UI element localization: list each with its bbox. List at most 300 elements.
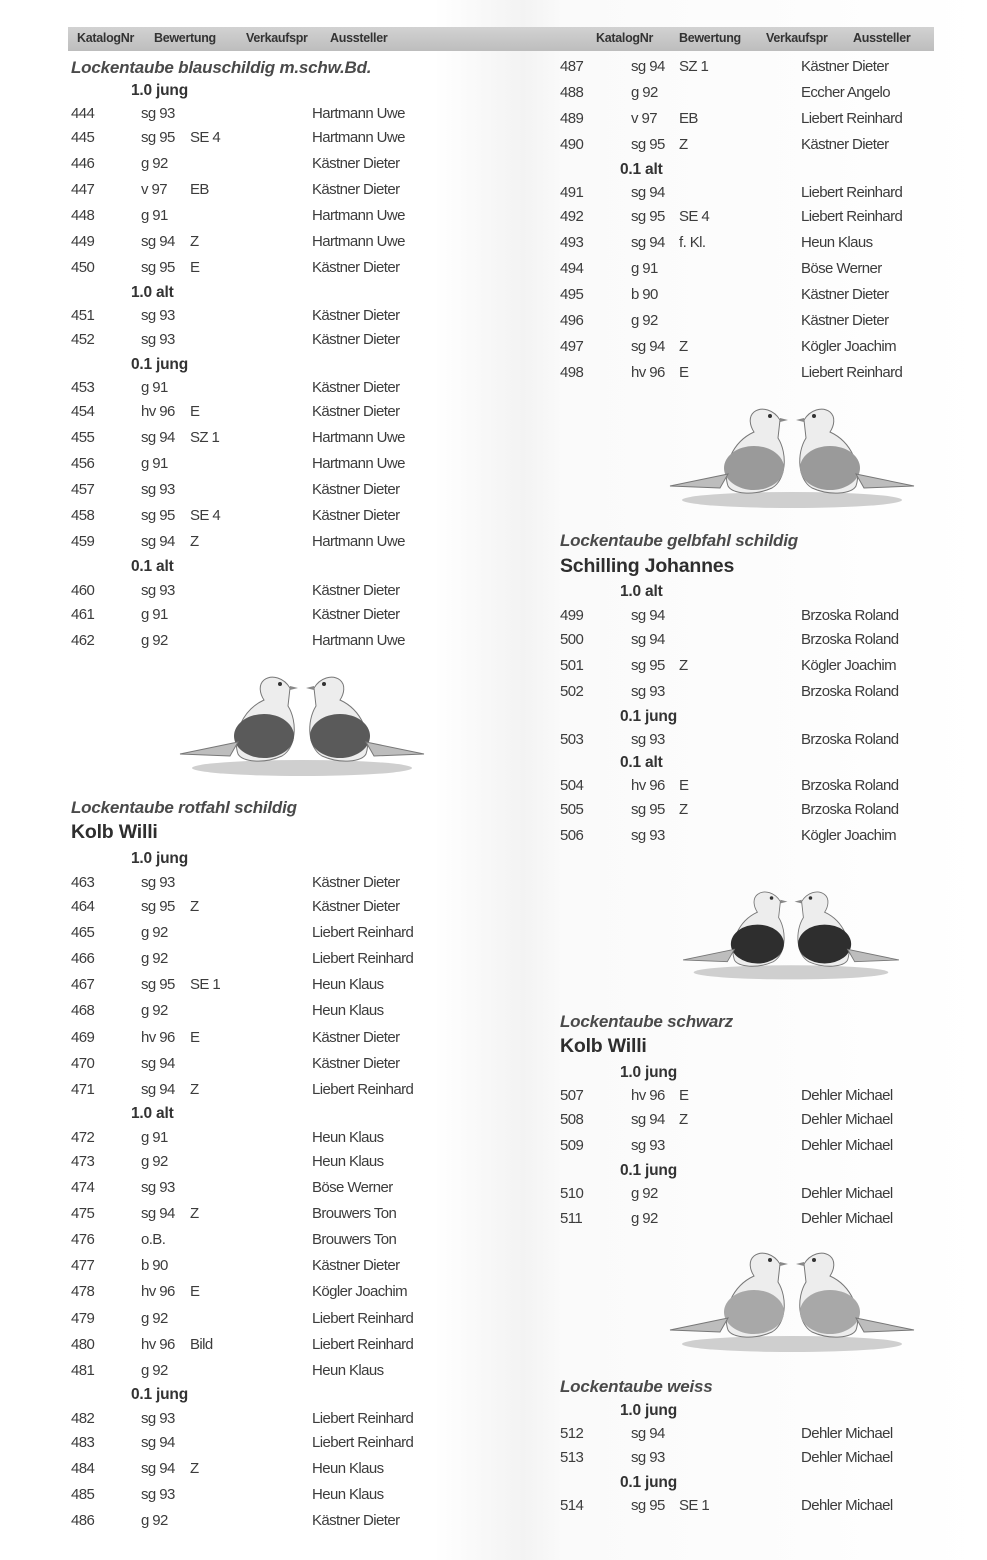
katalog-nr: 483 [71, 1434, 95, 1451]
katalog-nr: 484 [71, 1460, 95, 1477]
exhibitor: Kästner Dieter [801, 136, 889, 153]
class-subheading: 0.1 jung [620, 1474, 677, 1491]
exhibitor: Dehler Michael [801, 1449, 893, 1466]
katalog-nr: 507 [560, 1087, 584, 1104]
katalog-nr: 493 [560, 234, 584, 251]
grade: sg 93 [631, 1449, 665, 1466]
breed-heading: Lockentaube rotfahl schildig [71, 798, 297, 817]
exhibitor: Kästner Dieter [801, 58, 889, 75]
grade: g 92 [631, 1185, 658, 1202]
katalog-nr: 513 [560, 1449, 584, 1466]
grade: sg 94 [631, 631, 665, 648]
table-row [71, 180, 431, 200]
exhibitor: Kästner Dieter [801, 286, 889, 303]
katalog-nr: 447 [71, 181, 95, 198]
breed-heading: Lockentaube blauschildig m.schw.Bd. [71, 58, 372, 77]
prize: Z [679, 136, 688, 153]
exhibitor: Kästner Dieter [312, 582, 400, 599]
table-row [71, 631, 431, 651]
katalog-nr: 496 [560, 312, 584, 329]
grade: sg 95 [141, 976, 175, 993]
owner-name: Kolb Willi [71, 821, 158, 843]
exhibitor: Brzoska Roland [801, 631, 899, 648]
exhibitor: Liebert Reinhard [312, 1410, 414, 1427]
grade: hv 96 [141, 403, 175, 420]
class-subheading: 1.0 jung [620, 1064, 677, 1081]
table-row [71, 949, 431, 969]
exhibitor: Kästner Dieter [312, 379, 400, 396]
katalog-nr: 454 [71, 403, 95, 420]
table-row [560, 259, 920, 279]
table-row [71, 1028, 431, 1048]
grade: sg 95 [631, 208, 665, 225]
table-row [560, 233, 920, 253]
katalog-nr: 489 [560, 110, 584, 127]
exhibitor: Liebert Reinhard [801, 364, 903, 381]
grade: g 92 [141, 1362, 168, 1379]
katalog-nr: 477 [71, 1257, 95, 1274]
grade: v 97 [631, 110, 657, 127]
table-row [71, 1054, 431, 1074]
table-row [71, 306, 431, 326]
grade: sg 93 [141, 105, 175, 122]
prize: f. Kl. [679, 234, 706, 251]
exhibitor: Kästner Dieter [312, 1029, 400, 1046]
prize: SZ 1 [190, 429, 220, 446]
exhibitor: Brzoska Roland [801, 683, 899, 700]
katalog-nr: 446 [71, 155, 95, 172]
table-row [560, 337, 920, 357]
exhibitor: Liebert Reinhard [801, 110, 903, 127]
owner-name: Schilling Johannes [560, 555, 735, 577]
katalog-nr: 501 [560, 657, 584, 674]
exhibitor: Böse Werner [801, 260, 882, 277]
grade: sg 95 [631, 1497, 665, 1514]
table-row [71, 480, 431, 500]
exhibitor: Hartmann Uwe [312, 129, 405, 146]
katalog-nr: 476 [71, 1231, 95, 1248]
table-row [560, 1424, 920, 1444]
table-row [71, 1152, 431, 1172]
exhibitor: Heun Klaus [801, 234, 873, 251]
table-row [560, 183, 920, 203]
katalog-nr: 472 [71, 1129, 95, 1146]
exhibitor: Kögler Joachim [801, 338, 896, 355]
katalog-nr: 456 [71, 455, 95, 472]
table-row [560, 1136, 920, 1156]
grade: g 92 [141, 1153, 168, 1170]
table-row [560, 682, 920, 702]
grade: sg 95 [141, 898, 175, 915]
katalog-nr: 475 [71, 1205, 95, 1222]
table-row [71, 975, 431, 995]
table-row [560, 776, 920, 796]
table-row [560, 1184, 920, 1204]
katalog-nr: 499 [560, 607, 584, 624]
katalog-nr: 509 [560, 1137, 584, 1154]
prize: SE 4 [190, 507, 221, 524]
table-row [71, 330, 431, 350]
exhibitor: Hartmann Uwe [312, 429, 405, 446]
prize: E [190, 1029, 200, 1046]
grade: sg 93 [141, 307, 175, 324]
class-subheading: 1.0 jung [131, 850, 188, 867]
header-aussteller-right: Aussteller [853, 31, 911, 45]
grade: g 92 [141, 1002, 168, 1019]
exhibitor: Kästner Dieter [312, 307, 400, 324]
grade: g 91 [141, 455, 168, 472]
katalog-nr: 492 [560, 208, 584, 225]
katalog-nr: 458 [71, 507, 95, 524]
prize: Z [679, 1111, 688, 1128]
grade: sg 93 [631, 1137, 665, 1154]
exhibitor: Böse Werner [312, 1179, 393, 1196]
table-row [71, 1485, 431, 1505]
pigeon-pair-black-illustration [676, 868, 906, 990]
table-row [560, 630, 920, 650]
table-row [71, 1256, 431, 1276]
exhibitor: Heun Klaus [312, 1362, 384, 1379]
table-row [560, 311, 920, 331]
exhibitor: Heun Klaus [312, 1460, 384, 1477]
katalog-nr: 459 [71, 533, 95, 550]
exhibitor: Liebert Reinhard [312, 1434, 414, 1451]
katalog-nr: 461 [71, 606, 95, 623]
grade: sg 93 [631, 731, 665, 748]
grade: sg 94 [141, 1081, 175, 1098]
table-row [560, 363, 920, 383]
grade: g 92 [141, 155, 168, 172]
grade: hv 96 [141, 1336, 175, 1353]
table-row [560, 285, 920, 305]
grade: g 91 [631, 260, 658, 277]
katalog-nr: 482 [71, 1410, 95, 1427]
grade: sg 94 [141, 1055, 175, 1072]
grade: hv 96 [631, 1087, 665, 1104]
katalog-nr: 466 [71, 950, 95, 967]
katalog-nr: 460 [71, 582, 95, 599]
table-row [71, 1080, 431, 1100]
exhibitor: Eccher Angelo [801, 84, 890, 101]
grade: hv 96 [631, 364, 665, 381]
grade: sg 94 [141, 233, 175, 250]
grade: g 92 [141, 1310, 168, 1327]
prize: SE 1 [190, 976, 221, 993]
grade: g 92 [141, 950, 168, 967]
table-row [71, 1178, 431, 1198]
table-row [560, 730, 920, 750]
katalog-nr: 480 [71, 1336, 95, 1353]
grade: g 92 [141, 924, 168, 941]
table-row [71, 873, 431, 893]
grade: g 92 [141, 1512, 168, 1529]
katalog-nr: 486 [71, 1512, 95, 1529]
grade: hv 96 [631, 777, 665, 794]
grade: sg 93 [631, 827, 665, 844]
table-row [71, 1128, 431, 1148]
exhibitor: Liebert Reinhard [312, 1336, 414, 1353]
prize: Z [190, 1205, 199, 1222]
katalog-nr: 445 [71, 129, 95, 146]
grade: sg 94 [141, 1460, 175, 1477]
katalog-nr: 444 [71, 105, 95, 122]
exhibitor: Heun Klaus [312, 1002, 384, 1019]
prize: SE 1 [679, 1497, 710, 1514]
exhibitor: Kögler Joachim [312, 1283, 407, 1300]
katalog-nr: 506 [560, 827, 584, 844]
grade: sg 93 [141, 481, 175, 498]
table-row [560, 57, 920, 77]
katalog-nr: 462 [71, 632, 95, 649]
katalog-nr: 470 [71, 1055, 95, 1072]
table-row [71, 1511, 431, 1531]
class-subheading: 0.1 jung [131, 1386, 188, 1403]
grade: sg 94 [631, 607, 665, 624]
grade: sg 95 [631, 136, 665, 153]
exhibitor: Brouwers Ton [312, 1231, 397, 1248]
grade: g 92 [631, 312, 658, 329]
table-row [71, 1309, 431, 1329]
grade: g 91 [141, 207, 168, 224]
prize: SE 4 [190, 129, 221, 146]
katalog-nr: 481 [71, 1362, 95, 1379]
katalog-nr: 495 [560, 286, 584, 303]
exhibitor: Hartmann Uwe [312, 207, 405, 224]
table-row [560, 1496, 920, 1516]
exhibitor: Heun Klaus [312, 1486, 384, 1503]
grade: sg 94 [141, 533, 175, 550]
exhibitor: Heun Klaus [312, 1129, 384, 1146]
grade: sg 95 [141, 129, 175, 146]
grade: b 90 [631, 286, 658, 303]
katalog-nr: 453 [71, 379, 95, 396]
grade: sg 93 [141, 1179, 175, 1196]
prize: SE 4 [679, 208, 710, 225]
table-row [71, 506, 431, 526]
exhibitor: Kästner Dieter [312, 403, 400, 420]
grade: sg 94 [631, 234, 665, 251]
table-row [560, 1086, 920, 1106]
grade: sg 94 [631, 1111, 665, 1128]
prize: E [679, 364, 689, 381]
katalog-nr: 464 [71, 898, 95, 915]
table-row [71, 428, 431, 448]
exhibitor: Hartmann Uwe [312, 632, 405, 649]
exhibitor: Hartmann Uwe [312, 533, 405, 550]
table-row [71, 206, 431, 226]
class-subheading: 1.0 jung [131, 82, 188, 99]
exhibitor: Brzoska Roland [801, 777, 899, 794]
exhibitor: Brouwers Ton [312, 1205, 397, 1222]
exhibitor: Kästner Dieter [312, 1257, 400, 1274]
exhibitor: Kästner Dieter [312, 1055, 400, 1072]
grade: g 92 [141, 632, 168, 649]
table-row [71, 1204, 431, 1224]
table-row [71, 258, 431, 278]
grade: sg 94 [141, 1434, 175, 1451]
katalog-nr: 487 [560, 58, 584, 75]
breed-heading: Lockentaube weiss [560, 1377, 713, 1396]
table-row [560, 1110, 920, 1130]
katalog-nr: 497 [560, 338, 584, 355]
katalog-nr: 491 [560, 184, 584, 201]
exhibitor: Heun Klaus [312, 1153, 384, 1170]
katalog-nr: 474 [71, 1179, 95, 1196]
table-row [71, 1001, 431, 1021]
exhibitor: Kästner Dieter [312, 181, 400, 198]
katalog-nr: 452 [71, 331, 95, 348]
header-katalognr-right: KatalogNr [596, 31, 654, 45]
grade: sg 94 [141, 429, 175, 446]
grade: sg 93 [141, 1486, 175, 1503]
pigeon-pair-white-illustration [662, 1234, 922, 1356]
table-row [71, 128, 431, 148]
katalog-nr: 479 [71, 1310, 95, 1327]
exhibitor: Kästner Dieter [312, 481, 400, 498]
breed-heading: Lockentaube gelbfahl schildig [560, 531, 798, 550]
table-row [71, 232, 431, 252]
exhibitor: Dehler Michael [801, 1185, 893, 1202]
katalog-nr: 469 [71, 1029, 95, 1046]
katalog-nr: 467 [71, 976, 95, 993]
grade: sg 93 [141, 582, 175, 599]
table-row [71, 532, 431, 552]
grade: sg 93 [141, 331, 175, 348]
table-row [560, 800, 920, 820]
grade: sg 93 [141, 1410, 175, 1427]
grade: b 90 [141, 1257, 168, 1274]
prize: Z [190, 533, 199, 550]
header-aussteller: Aussteller [330, 31, 388, 45]
table-row [560, 606, 920, 626]
class-subheading: 0.1 jung [131, 356, 188, 373]
table-row [560, 1448, 920, 1468]
class-subheading: 1.0 alt [620, 583, 663, 600]
grade: sg 94 [141, 1205, 175, 1222]
table-row [71, 454, 431, 474]
table-row [71, 1409, 431, 1429]
table-row [560, 826, 920, 846]
exhibitor: Hartmann Uwe [312, 105, 405, 122]
header-katalognr: KatalogNr [77, 31, 135, 45]
exhibitor: Kästner Dieter [312, 259, 400, 276]
prize: E [190, 259, 200, 276]
breed-heading: Lockentaube schwarz [560, 1012, 733, 1031]
exhibitor: Liebert Reinhard [801, 184, 903, 201]
class-subheading: 1.0 alt [131, 284, 174, 301]
table-row [560, 109, 920, 129]
class-subheading: 0.1 jung [620, 1162, 677, 1179]
katalog-nr: 455 [71, 429, 95, 446]
katalog-nr: 448 [71, 207, 95, 224]
katalog-nr: 488 [560, 84, 584, 101]
exhibitor: Heun Klaus [312, 976, 384, 993]
prize: Z [190, 1081, 199, 1098]
exhibitor: Kästner Dieter [801, 312, 889, 329]
class-subheading: 1.0 alt [131, 1105, 174, 1122]
katalog-nr: 500 [560, 631, 584, 648]
exhibitor: Kästner Dieter [312, 155, 400, 172]
header-bewertung-right: Bewertung [679, 31, 741, 45]
exhibitor: Dehler Michael [801, 1497, 893, 1514]
katalog-nr: 511 [560, 1210, 583, 1227]
prize: E [190, 1283, 200, 1300]
exhibitor: Kögler Joachim [801, 657, 896, 674]
prize: Z [679, 338, 688, 355]
grade: sg 95 [141, 259, 175, 276]
table-row [71, 402, 431, 422]
table-row [71, 1282, 431, 1302]
class-subheading: 0.1 alt [131, 558, 174, 575]
prize: Bild [190, 1336, 213, 1353]
exhibitor: Liebert Reinhard [312, 1310, 414, 1327]
katalog-nr: 505 [560, 801, 584, 818]
exhibitor: Kästner Dieter [312, 606, 400, 623]
table-row [71, 1230, 431, 1250]
table-row [71, 1433, 431, 1453]
katalog-nr: 468 [71, 1002, 95, 1019]
katalog-nr: 504 [560, 777, 584, 794]
katalog-nr: 463 [71, 874, 95, 891]
table-row [71, 1459, 431, 1479]
katalog-nr: 494 [560, 260, 584, 277]
header-verkaufspr-right: Verkaufspr [766, 31, 828, 45]
header-bewertung: Bewertung [154, 31, 216, 45]
table-row [560, 83, 920, 103]
class-subheading: 0.1 alt [620, 754, 663, 771]
grade: g 92 [631, 1210, 658, 1227]
table-row [71, 104, 431, 124]
katalog-nr: 457 [71, 481, 95, 498]
exhibitor: Liebert Reinhard [312, 1081, 414, 1098]
prize: EB [190, 181, 209, 198]
katalog-nr: 502 [560, 683, 584, 700]
table-row [560, 656, 920, 676]
class-subheading: 0.1 jung [620, 708, 677, 725]
prize: EB [679, 110, 698, 127]
katalog-nr: 450 [71, 259, 95, 276]
grade: sg 95 [631, 657, 665, 674]
grade: sg 94 [631, 1425, 665, 1442]
prize: SZ 1 [679, 58, 709, 75]
table-row [71, 1335, 431, 1355]
exhibitor: Dehler Michael [801, 1087, 893, 1104]
prize: E [190, 403, 200, 420]
table-row [71, 923, 431, 943]
exhibitor: Kästner Dieter [312, 898, 400, 915]
table-row [71, 897, 431, 917]
class-subheading: 0.1 alt [620, 161, 663, 178]
exhibitor: Hartmann Uwe [312, 233, 405, 250]
exhibitor: Kästner Dieter [312, 331, 400, 348]
class-subheading: 1.0 jung [620, 1402, 677, 1419]
grade: sg 94 [631, 58, 665, 75]
prize: Z [679, 657, 688, 674]
katalog-nr: 508 [560, 1111, 584, 1128]
katalog-nr: 498 [560, 364, 584, 381]
exhibitor: Liebert Reinhard [801, 208, 903, 225]
grade: g 91 [141, 379, 168, 396]
exhibitor: Brzoska Roland [801, 801, 899, 818]
exhibitor: Brzoska Roland [801, 731, 899, 748]
header-verkaufspr: Verkaufspr [246, 31, 308, 45]
katalog-nr: 514 [560, 1497, 584, 1514]
grade: sg 93 [631, 683, 665, 700]
grade: sg 94 [631, 338, 665, 355]
exhibitor: Liebert Reinhard [312, 950, 414, 967]
katalog-nr: 490 [560, 136, 584, 153]
katalog-nr: 471 [71, 1081, 95, 1098]
